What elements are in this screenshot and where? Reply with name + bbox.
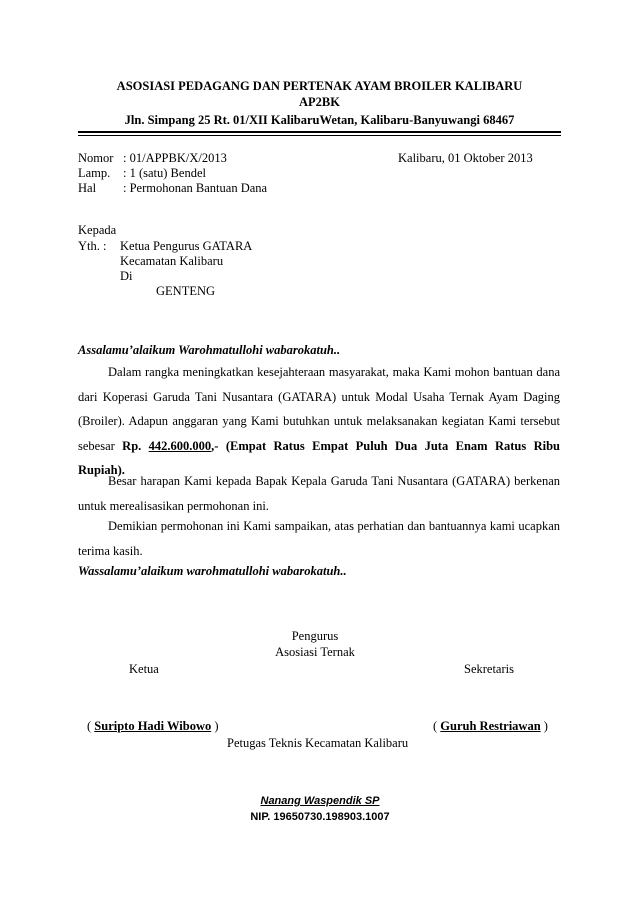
recipient-city: GENTENG <box>156 284 216 298</box>
yth-label: Yth. : <box>78 239 107 253</box>
letterhead-rule-thick <box>78 131 561 133</box>
petugas-name: Nanang Waspendik SP <box>260 795 380 807</box>
nomor-value: : 01/APPBK/X/2013 <box>123 151 227 165</box>
sekretaris-name: Guruh Restriawan <box>440 719 541 733</box>
hal-value: : Permohonan Bantuan Dana <box>123 181 268 195</box>
place-date: Kalibaru, 01 Oktober 2013 <box>398 151 533 165</box>
greeting: Assalamu’alaikum Warohmatullohi wabarokatuh.. <box>78 343 341 357</box>
lamp-value: : 1 (satu) Bendel <box>123 166 206 180</box>
petugas-label: Petugas Teknis Kecamatan Kalibaru <box>227 736 409 750</box>
letterhead-org-name: ASOSIASI PEDAGANG DAN PERTENAK AYAM BROILER KALIBARU <box>116 79 523 93</box>
kepada-label: Kepada <box>78 223 117 237</box>
sekretaris-signature <box>433 719 548 734</box>
nomor-label: Nomor <box>78 151 114 165</box>
sekretaris-paren-open: ( <box>433 719 438 733</box>
petugas-nip: NIP. 19650730.198903.1007 <box>250 811 390 823</box>
recipient-line3: Di <box>120 269 133 283</box>
closing-greeting: Wassalamu’alaikum warohmatullohi wabarokatuh.. <box>78 564 347 578</box>
ketua-paren-open: ( <box>87 719 92 733</box>
pengurus-label: Pengurus <box>291 629 339 643</box>
ketua-label: Ketua <box>129 662 159 676</box>
paragraph-closing: Demikian permohonan ini Kami sampaikan, atas perhatian dan bantuannya kami ucapkan terima kasih. <box>78 519 560 558</box>
letterhead-abbreviation: AP2BK <box>299 95 340 109</box>
recipient-line2: Kecamatan Kalibaru <box>120 254 224 268</box>
amount-words: ,- (Empat Ratus Empat Puluh Dua Juta Enam Ratus Ribu Rupiah). <box>78 438 560 477</box>
ketua-paren-close: ) <box>214 719 219 733</box>
amount-value: 442.600.000 <box>148 438 212 453</box>
paragraph-request-text: Dalam rangka meningkatkan kesejahteraan masyarakat, maka Kami mohon bantuan dana dari Koperasi Garuda Tani Nusantara (GATARA) untuk Modal Usaha Ternak Ayam Daging (Broiler). Adapun anggaran yang Kami butuhkan untuk melaksanakan kegiatan Kami tersebut sebesar <box>78 365 560 453</box>
asosiasi-label: Asosiasi Ternak <box>275 645 355 659</box>
ketua-name: Suripto Hadi Wibowo <box>94 719 212 733</box>
lamp-label: Lamp. <box>78 166 111 180</box>
paragraph-request <box>78 360 560 483</box>
letterhead-rule-thin <box>78 135 561 136</box>
hal-label: Hal <box>78 181 97 195</box>
amount-prefix: Rp. <box>122 438 149 453</box>
sekretaris-paren-close: ) <box>543 719 548 733</box>
recipient-line1: Ketua Pengurus GATARA <box>120 239 253 253</box>
sekretaris-label: Sekretaris <box>464 662 514 676</box>
ketua-signature <box>87 719 219 734</box>
paragraph-hope: Besar harapan Kami kepada Bapak Kepala Garuda Tani Nusantara (GATARA) berkenan untuk merealisasikan permohonan ini. <box>78 474 560 513</box>
letterhead-address: Jln. Simpang 25 Rt. 01/XII KalibaruWetan, Kalibaru-Banyuwangi 68467 <box>124 113 515 127</box>
